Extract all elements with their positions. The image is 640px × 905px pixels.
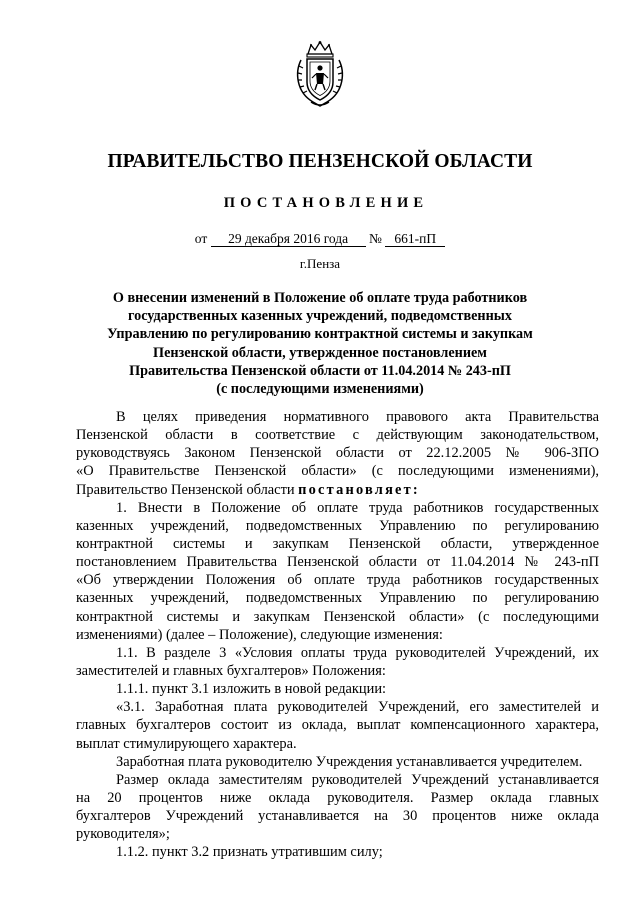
government-prefix: Правительство Пензенской области: [76, 481, 295, 498]
body-line: 1. Внести в Положение об оплате труда работников государственных: [116, 499, 599, 516]
body-line: контрактной системы и закупкам Пензенской области, утвержденное: [76, 535, 599, 552]
decree-body: [76, 408, 599, 862]
subject-line: государственных казенных учреждений, подведомственных: [128, 308, 512, 325]
body-line: Заработная плата руководителю Учреждения устанавливается учредителем.: [116, 753, 583, 770]
decree-word: постановляет:: [298, 481, 420, 498]
body-line: изменениями) (далее – Положение), следующие изменения:: [76, 626, 443, 643]
subject-line: Управлению по регулированию контрактной системы и закупкам: [107, 326, 533, 343]
body-line: руководителя»;: [76, 826, 170, 843]
government-title: ПРАВИТЕЛЬСТВО ПЕНЗЕНСКОЙ ОБЛАСТИ: [107, 151, 533, 172]
decree-number: 661-пП: [385, 231, 445, 247]
subject-line: Правительства Пензенской области от 11.04.2014 № 243-пП: [129, 362, 511, 379]
body-line: контрактной системы и закупкам Пензенской области» (с последующими: [76, 608, 599, 625]
number-label: №: [368, 231, 382, 246]
decree-date: 29 декабря 2016 года: [211, 231, 366, 247]
subject-line: О внесении изменений в Положение об оплате труда работников: [112, 290, 528, 306]
body-line: Пензенской области в соответствие с действующим законодательством,: [76, 427, 599, 444]
body-line: казенных учреждений, подведомственных Управлению по регулированию: [76, 590, 599, 607]
body-line: казенных учреждений, подведомственных Управлению по регулированию: [76, 517, 599, 534]
body-line: Размер оклада заместителям руководителей Учреждений устанавливается: [116, 771, 599, 788]
body-line: бухгалтеров Учреждений устанавливается на 30 процентов ниже оклада: [76, 808, 599, 825]
body-line: В целях приведения нормативного правового акта Правительства: [116, 409, 599, 425]
document-type: ПОСТАНОВЛЕНИЕ: [223, 195, 429, 211]
body-line: руководствуясь Законом Пензенской области от 22.12.2005 № 906-ЗПО: [76, 445, 599, 462]
subject-line: Пензенской области, утвержденное постановлением: [153, 344, 487, 361]
body-line: «Об утверждении Положения об оплате труда работников государственных: [76, 572, 599, 589]
dateline: [0, 231, 640, 247]
body-line: 1.1. В разделе 3 «Условия оплаты труда руководителей Учреждений, их: [116, 644, 599, 661]
body-line: 1.1.2. пункт 3.2 признать утратившим силу;: [116, 844, 383, 861]
decree-subject: [96, 289, 544, 398]
body-line: 1.1.1. пункт 3.1 изложить в новой редакции:: [116, 681, 387, 698]
body-line: главных бухгалтеров состоит из оклада, выплат компенсационного характера,: [76, 717, 599, 734]
date-from-label: от: [194, 231, 208, 246]
body-line: на 20 процентов ниже оклада руководителя. Размер оклада главных: [76, 789, 599, 806]
body-line: выплат стимулирующего характера.: [76, 735, 297, 752]
body-line: [76, 481, 599, 499]
body-line: «3.1. Заработная плата руководителей Учреждений, его заместителей и: [116, 699, 599, 716]
city: г.Пенза: [299, 256, 341, 271]
coat-of-arms-icon: [293, 40, 347, 110]
body-line: заместителей и главных бухгалтеров» Положения:: [76, 662, 386, 679]
subject-line: (с последующими изменениями): [216, 381, 424, 398]
body-line: «О Правительстве Пензенской области» (с последующими изменениями),: [76, 463, 599, 480]
body-line: постановлением Правительства Пензенской области от 11.04.2014 № 243-пП: [76, 554, 599, 571]
